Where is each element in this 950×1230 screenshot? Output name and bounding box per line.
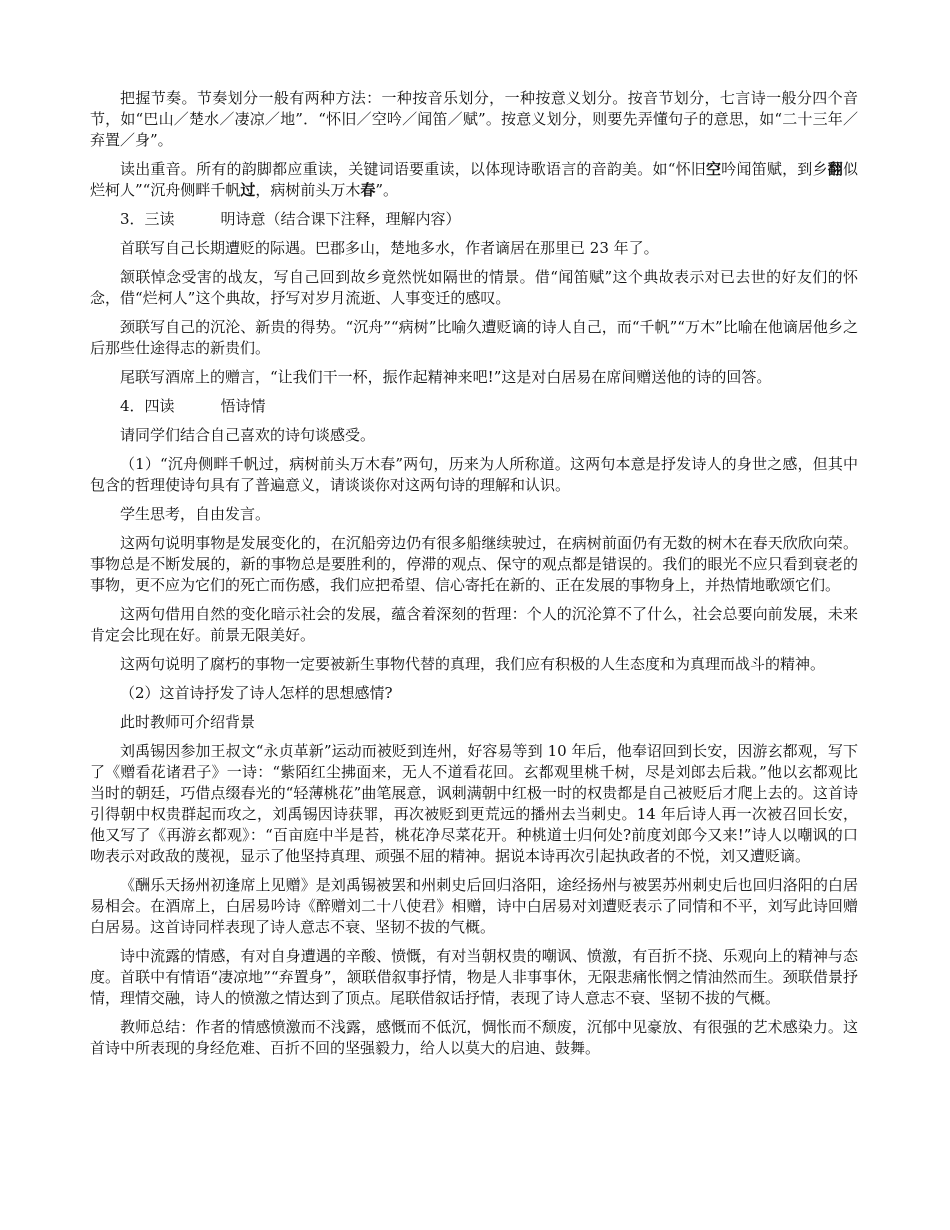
- paragraph-teacher-summary: 教师总结：作者的情感愤激而不浅露，感慨而不低沉，惆怅而不颓废，沉郁中见豪放、有很强的艺术感染力。这首诗中所表现的身经危难、百折不回的坚强毅力，给人以莫大的启迪、鼓舞。: [90, 1018, 858, 1057]
- heading-number: 3．三读: [120, 210, 175, 228]
- paragraph-jinglian: 颈联写自己的沉沦、新贵的得势。“沉舟”“病树”比喻久遭贬谪的诗人自己，而“千帆”“万木”比喻在他谪居他乡之后那些仕途得志的新贵们。: [90, 318, 858, 357]
- paragraph-question-1: （1）“沉舟侧畔千帆过，病树前头万木春”两句，历来为人所称道。这两句本意是抒发诗人的身世之感，但其中包含的哲理使诗句具有了普遍意义，请谈谈你对这两句诗的理解和认识。: [90, 455, 858, 494]
- paragraph-question-2: （2）这首诗抒发了诗人怎样的思想感情?: [120, 684, 393, 702]
- heading-label: 明诗意（结合课下注释，理解内容）: [220, 210, 461, 228]
- stress-word-guo: 过: [240, 181, 256, 199]
- paragraph-answer-3: 这两句说明了腐朽的事物一定要被新生事物代替的真理，我们应有积极的人生态度和为真理而战斗的精神。: [120, 655, 826, 673]
- heading-label: 悟诗情: [220, 397, 266, 415]
- paragraph-answer-1: 这两句说明事物是发展变化的，在沉船旁边仍有很多船继续驶过，在病树前面仍有无数的树木在春天欣欣向荣。事物总是不断发展的，新的事物总是要胜利的，停滞的观点、保守的观点都是错误的。我们的眼光不应只看到衰老的事物，更不应为它们的死亡而伤感，我们应把希望、信心寄托在新的、正在发展的事物身上，并热情地歌颂它们。: [90, 534, 858, 594]
- section-heading-4: [90, 396, 858, 417]
- paragraph-student-think: 学生思考，自由发言。: [120, 505, 271, 523]
- stress-word-chun: 春: [360, 181, 376, 199]
- stress-text: 吟闻笛赋，到乡: [721, 160, 828, 178]
- paragraph-prompt: 请同学们结合自己喜欢的诗句谈感受。: [120, 426, 376, 444]
- paragraph-background: 刘禹锡因参加王叔文“永贞革新”运动而被贬到连州，好容易等到 10 年后，他奉诏回到长安，因游玄都观，写下了《赠看花诸君子》一诗：“紫陌红尘拂面来，无人不道看花回。玄都观里桃千树，尽是刘郎去后栽。”他以玄都观比当时的朝廷，巧借点缀春光的“轻薄桃花”曲笔展意，讽刺满朝中红极一时的权贵都是自己被贬后才爬上去的。这首诗引得朝中权贵群起而攻之，刘禹锡因诗获罪，再次被贬到更荒远的播州去当刺史。14 年后诗人再一次被召回长安，他又写了《再游玄都观》：“百亩庭中半是苔，桃花净尽菜花开。种桃道士归何处?前度刘郎今又来!”诗人以嘲讽的口吻表示对政敌的蔑视，显示了他坚持真理、顽强不屈的精神。据说本诗再次引起执政者的不悦，刘又遭贬谪。: [90, 742, 858, 865]
- stress-word-fan: 翻: [827, 160, 843, 178]
- stress-text: 读出重音。所有的韵脚都应重读，关键词语要重读，以体现诗歌语言的音韵美。如“怀旧: [120, 160, 707, 178]
- paragraph-poem-context: 《酬乐天扬州初逢席上见赠》是刘禹锡被罢和州刺史后回归洛阳，途经扬州与被罢苏州刺史后也回归洛阳的白居易相会。在酒席上，白居易吟诗《醉赠刘二十八使君》相赠，诗中白居易对刘遭贬表示了同情和不平，刘写此诗回赠白居易。这首诗同样表现了诗人意志不衰、坚韧不拔的气概。: [90, 876, 858, 936]
- paragraph-answer-2: 这两句借用自然的变化暗示社会的发展，蕴含着深刻的哲理：个人的沉沦算不了什么，社会总要向前发展，未来肯定会比现在好。前景无限美好。: [90, 605, 858, 644]
- paragraph-stress: [90, 159, 858, 201]
- paragraph-shoulian: 首联写自己长期遭贬的际遇。巴郡多山，楚地多水，作者谪居在那里已 23 年了。: [120, 239, 659, 257]
- paragraph-hanlian: 颔联悼念受害的战友，写自己回到故乡竟然恍如隔世的情景。借“闻笛赋”这个典故表示对已去世的好友们的怀念，借“烂柯人”这个典故，抒写对岁月流逝、人事变迁的感叹。: [90, 268, 858, 307]
- paragraph-weilian: 尾联写酒席上的赠言，“让我们干一杯，振作起精神来吧!”这是对白居易在席间赠送他的诗的回答。: [120, 368, 772, 386]
- stress-text: 似烂柯人”“沉舟侧畔千帆: [90, 160, 858, 199]
- stress-word-kong: 空: [706, 160, 722, 178]
- paragraph-background-intro: 此时教师可介绍背景: [120, 713, 256, 731]
- paragraph-rhythm: 把握节奏。节奏划分一般有两种方法：一种按音乐划分，一种按意义划分。按音节划分，七言诗一般分四个音节，如“巴山／楚水／凄凉／地”．“怀旧／空吟／闻笛／赋”。按意义划分，则要先弄懂句子的意思，如“二十三年／弃置／身”。: [90, 89, 858, 149]
- stress-text: ”。: [375, 181, 399, 199]
- stress-text: ，病树前头万木: [255, 181, 361, 199]
- paragraph-emotion: 诗中流露的情感，有对自身遭遇的辛酸、愤慨，有对当朝权贵的嘲讽、愤激，有百折不挠、乐观向上的精神与态度。首联中有情语“凄凉地”“弃置身”，颔联借叙事抒情，物是人非事事休，无限悲痛怅惘之情油然而生。颈联借景抒情，理情交融，诗人的愤激之情达到了顶点。尾联借叙话抒情，表现了诗人意志不衰、坚韧不拔的气概。: [90, 947, 858, 1007]
- heading-number: 4．四读: [120, 397, 175, 415]
- section-heading-3: [90, 209, 858, 230]
